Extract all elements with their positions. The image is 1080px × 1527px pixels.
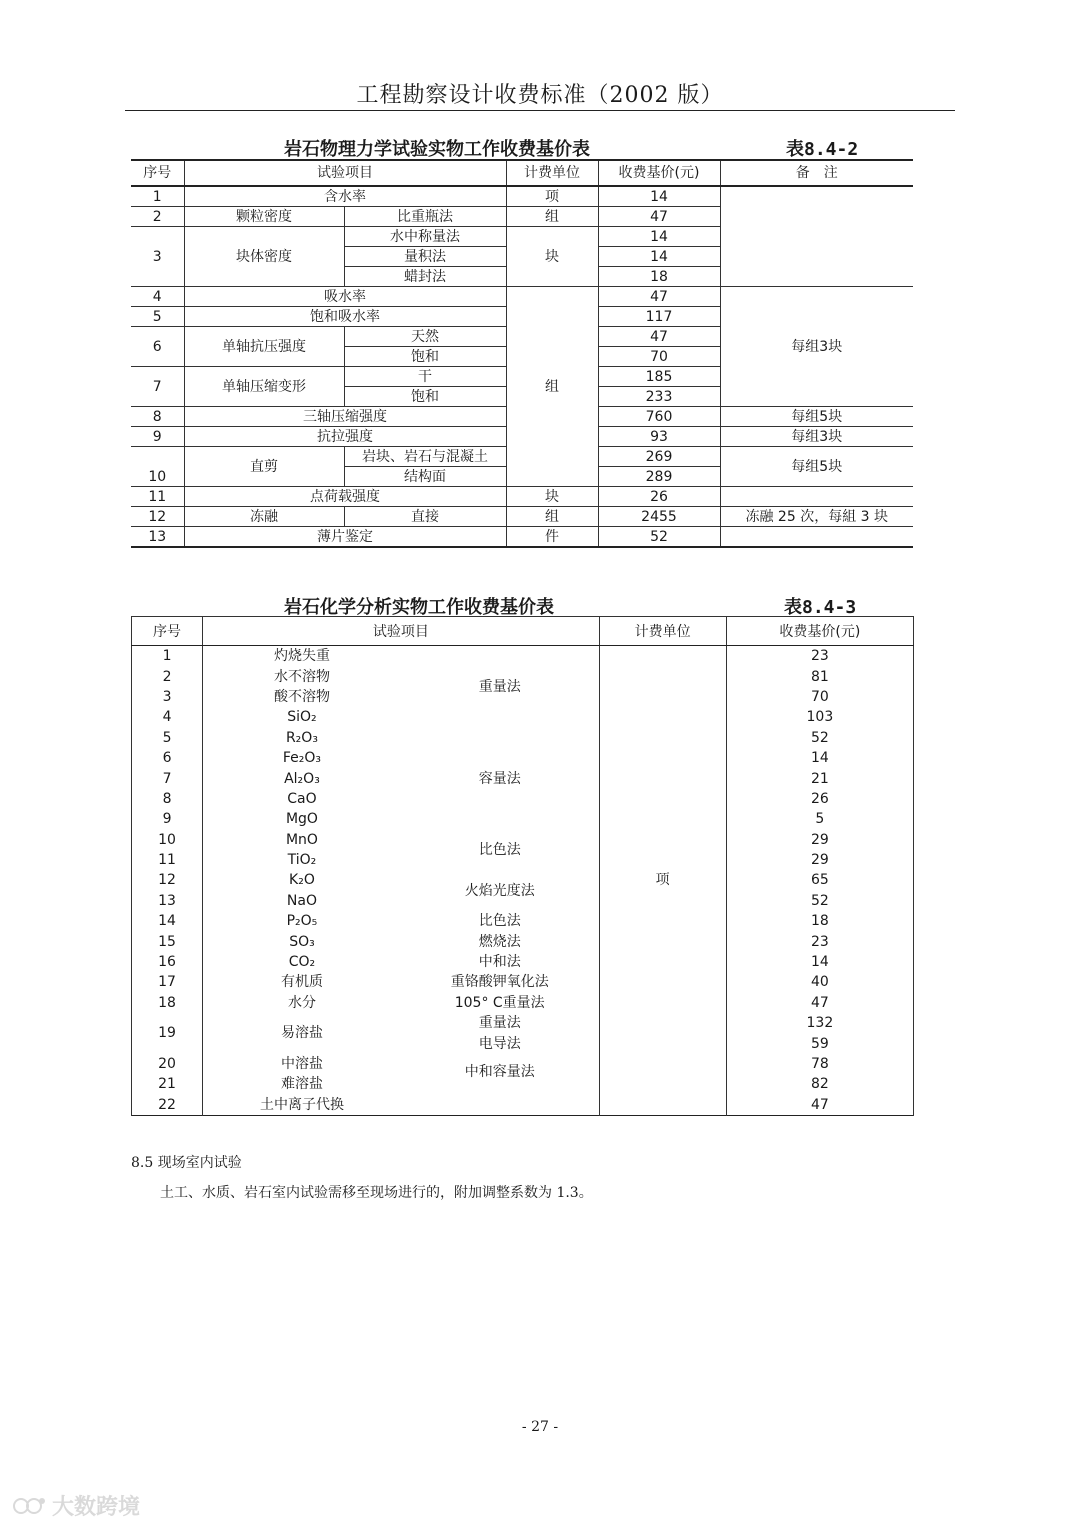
- table-row: [131, 507, 913, 527]
- table-row: [132, 993, 914, 1013]
- row-no: 3: [131, 227, 184, 287]
- row-no: 9: [132, 809, 203, 829]
- row-item: 难溶盐: [203, 1074, 401, 1094]
- row-price: 26: [598, 487, 720, 507]
- row-method: 中和法: [401, 952, 599, 972]
- row-no: 12: [132, 870, 203, 890]
- row-no: 18: [132, 993, 203, 1013]
- row-item: R₂O₃: [203, 728, 401, 748]
- row-no: 22: [132, 1095, 203, 1116]
- row-unit: 组: [506, 507, 598, 527]
- table-row: [132, 728, 914, 748]
- row-item: CO₂: [203, 952, 401, 972]
- row-unit: 组: [506, 207, 598, 227]
- row-note: 每组3块: [720, 427, 913, 447]
- row-price: 47: [598, 327, 720, 347]
- table2: [131, 616, 914, 1116]
- row-no: 11: [132, 850, 203, 870]
- row-price: 760: [598, 407, 720, 427]
- row-sub: 比重瓶法: [344, 207, 506, 227]
- row-no: 3: [132, 687, 203, 707]
- row-price: 70: [726, 687, 913, 707]
- row-method: 重铬酸钾氧化法: [401, 972, 599, 992]
- row-price: 47: [598, 207, 720, 227]
- row-price: 132: [726, 1013, 913, 1033]
- table-row: [131, 487, 913, 507]
- table-row: [132, 1054, 914, 1074]
- row-price: 185: [598, 367, 720, 387]
- table2-col-no: 序号: [132, 617, 203, 646]
- row-item: MnO: [203, 830, 401, 850]
- row-method: 电导法: [401, 1033, 599, 1053]
- row-price: 2455: [598, 507, 720, 527]
- row-unit: 项: [506, 186, 598, 207]
- row-item: 含水率: [184, 186, 506, 207]
- row-no: 13: [132, 891, 203, 911]
- row-price: 233: [598, 387, 720, 407]
- row-method: 燃烧法: [401, 931, 599, 951]
- row-no: 5: [132, 728, 203, 748]
- row-item: Al₂O₃: [203, 768, 401, 788]
- table2-col-item: 试验项目: [203, 617, 600, 646]
- row-sub: 蜡封法: [344, 267, 506, 287]
- row-unit: 组: [506, 287, 598, 487]
- table-row: [132, 870, 914, 890]
- section-body: 土工、水质、岩石室内试验需移至现场进行的，附加调整系数为 1.3。: [160, 1185, 593, 1201]
- row-price: 52: [726, 728, 913, 748]
- row-item: SO₃: [203, 931, 401, 951]
- row-item: 中溶盐: [203, 1054, 401, 1074]
- table-row: [132, 830, 914, 850]
- row-item: 三轴压缩强度: [184, 407, 506, 427]
- row-item: 抗拉强度: [184, 427, 506, 447]
- row-no: 17: [132, 972, 203, 992]
- row-price: 40: [726, 972, 913, 992]
- page-number: - 27 -: [521, 1419, 559, 1435]
- row-item: MgO: [203, 809, 401, 829]
- table1: [131, 159, 913, 548]
- row-method: 比色法: [401, 830, 599, 871]
- table2-number: 表8.4-3: [784, 597, 857, 618]
- row-no: 8: [132, 789, 203, 809]
- table1-header-row: [131, 160, 913, 186]
- row-item: 单轴抗压强度: [184, 327, 344, 367]
- row-unit: 件: [506, 527, 598, 548]
- row-price: 93: [598, 427, 720, 447]
- row-no: 7: [132, 768, 203, 788]
- row-price: 78: [726, 1054, 913, 1074]
- row-price: 14: [726, 952, 913, 972]
- row-item: Fe₂O₃: [203, 748, 401, 768]
- row-price: 14: [598, 247, 720, 267]
- row-price: 117: [598, 307, 720, 327]
- row-no: 4: [131, 287, 184, 307]
- row-unit: 块: [506, 227, 598, 287]
- table1-col-item: 试验项目: [184, 160, 506, 186]
- row-sub: 直接: [344, 507, 506, 527]
- row-note: [720, 527, 913, 548]
- row-item: 颗粒密度: [184, 207, 344, 227]
- row-price: 82: [726, 1074, 913, 1094]
- row-price: 47: [598, 287, 720, 307]
- row-item: 薄片鉴定: [184, 527, 506, 548]
- row-price: 269: [598, 447, 720, 467]
- row-item: 冻融: [184, 507, 344, 527]
- row-item: 单轴压缩变形: [184, 367, 344, 407]
- row-method: 容量法: [401, 728, 599, 830]
- row-item: 直剪: [184, 447, 344, 487]
- row-sub: 结构面: [344, 467, 506, 487]
- row-price: 18: [726, 911, 913, 931]
- row-price: 70: [598, 347, 720, 367]
- row-price: 29: [726, 850, 913, 870]
- row-price: 81: [726, 666, 913, 686]
- section-heading: 8.5 现场室内试验: [131, 1155, 242, 1171]
- row-no: 1: [131, 186, 184, 207]
- row-sub: 干: [344, 367, 506, 387]
- table-row: [132, 931, 914, 951]
- row-item: 有机质: [203, 972, 401, 992]
- row-item: NaO: [203, 891, 401, 911]
- table-row: [131, 527, 913, 548]
- row-method: 105° C重量法: [401, 993, 599, 1013]
- row-price: 14: [598, 227, 720, 247]
- table1-col-unit: 计费单位: [506, 160, 598, 186]
- row-item: 灼烧失重: [203, 646, 401, 667]
- row-sub: 量积法: [344, 247, 506, 267]
- row-no: 19: [132, 1013, 203, 1054]
- row-no: 14: [132, 911, 203, 931]
- row-no: 1: [132, 646, 203, 667]
- row-no: 10: [132, 830, 203, 850]
- row-no: 15: [132, 931, 203, 951]
- row-price: 52: [598, 527, 720, 548]
- row-no: 5: [131, 307, 184, 327]
- table-row: [131, 186, 913, 207]
- page-header-title: 工程勘察设计收费标准（2002 版）: [356, 83, 724, 108]
- row-no: 6: [131, 327, 184, 367]
- row-no: 8: [131, 407, 184, 427]
- row-note: 每组3块: [720, 287, 913, 407]
- row-sub: 饱和: [344, 387, 506, 407]
- row-item: CaO: [203, 789, 401, 809]
- row-item: 易溶盐: [203, 1013, 401, 1054]
- row-sub: 饱和: [344, 347, 506, 367]
- table1-title: 岩石物理力学试验实物工作收费基价表: [284, 139, 590, 160]
- row-item: 酸不溶物: [203, 687, 401, 707]
- row-no: 10: [131, 447, 184, 487]
- row-item: 点荷载强度: [184, 487, 506, 507]
- row-price: 21: [726, 768, 913, 788]
- table1-col-price: 收费基价(元): [598, 160, 720, 186]
- row-price: 52: [726, 891, 913, 911]
- row-item: 吸水率: [184, 287, 506, 307]
- row-item: TiO₂: [203, 850, 401, 870]
- row-method: 火焰光度法: [401, 870, 599, 911]
- row-no: 12: [131, 507, 184, 527]
- row-item: 水不溶物: [203, 666, 401, 686]
- row-item: K₂O: [203, 870, 401, 890]
- row-item: 块体密度: [184, 227, 344, 287]
- row-price: 18: [598, 267, 720, 287]
- row-no: 13: [131, 527, 184, 548]
- row-note: [720, 487, 913, 507]
- row-note: 每组5块: [720, 447, 913, 487]
- table2-col-unit: 计费单位: [599, 617, 726, 646]
- row-item: SiO₂: [203, 707, 401, 727]
- table1-col-no: 序号: [131, 160, 184, 186]
- row-price: 23: [726, 931, 913, 951]
- table2-header-row: [132, 617, 914, 646]
- row-no: 7: [131, 367, 184, 407]
- row-method: 中和容量法: [401, 1054, 599, 1116]
- row-no: 2: [131, 207, 184, 227]
- table1-number: 表8.4-2: [786, 139, 859, 160]
- row-price: 26: [726, 789, 913, 809]
- row-no: 21: [132, 1074, 203, 1094]
- row-item: 土中离子代换: [203, 1095, 401, 1116]
- row-price: 103: [726, 707, 913, 727]
- row-note: 冻融 25 次，每組 3 块: [720, 507, 913, 527]
- row-no: 9: [131, 427, 184, 447]
- table-row: [132, 646, 914, 667]
- row-note: [720, 186, 913, 287]
- watermark-text: 大数跨境: [52, 1495, 141, 1520]
- row-price: 14: [726, 748, 913, 768]
- header-rule: [125, 110, 955, 111]
- row-unit: 项: [599, 646, 726, 1116]
- row-price: 47: [726, 993, 913, 1013]
- table2-title: 岩石化学分析实物工作收费基价表: [284, 597, 554, 618]
- row-sub: 水中称量法: [344, 227, 506, 247]
- watermark-logo-icon: [12, 1495, 46, 1517]
- row-no: 2: [132, 666, 203, 686]
- row-price: 14: [598, 186, 720, 207]
- table-row: [131, 287, 913, 307]
- row-method: 比色法: [401, 911, 599, 931]
- row-method: 重量法: [401, 1013, 599, 1033]
- row-price: 65: [726, 870, 913, 890]
- row-no: 4: [132, 707, 203, 727]
- row-price: 29: [726, 830, 913, 850]
- row-sub: 岩块、岩石与混凝土: [344, 447, 506, 467]
- table2-col-price: 收费基价(元): [726, 617, 913, 646]
- table-row: [132, 952, 914, 972]
- row-unit: 块: [506, 487, 598, 507]
- table-row: [132, 911, 914, 931]
- row-item: 水分: [203, 993, 401, 1013]
- row-price: 5: [726, 809, 913, 829]
- row-price: 47: [726, 1095, 913, 1116]
- row-note: 每组5块: [720, 407, 913, 427]
- table1-col-note: 备 注: [720, 160, 913, 186]
- row-no: 6: [132, 748, 203, 768]
- row-price: 289: [598, 467, 720, 487]
- row-no: 20: [132, 1054, 203, 1074]
- watermark: [12, 1490, 140, 1521]
- table-row: [132, 972, 914, 992]
- row-item: 饱和吸水率: [184, 307, 506, 327]
- row-price: 23: [726, 646, 913, 667]
- row-item: P₂O₅: [203, 911, 401, 931]
- row-no: 11: [131, 487, 184, 507]
- row-no: 16: [132, 952, 203, 972]
- row-method: 重量法: [401, 646, 599, 728]
- table-row: [132, 1013, 914, 1033]
- row-price: 59: [726, 1033, 913, 1053]
- row-sub: 天然: [344, 327, 506, 347]
